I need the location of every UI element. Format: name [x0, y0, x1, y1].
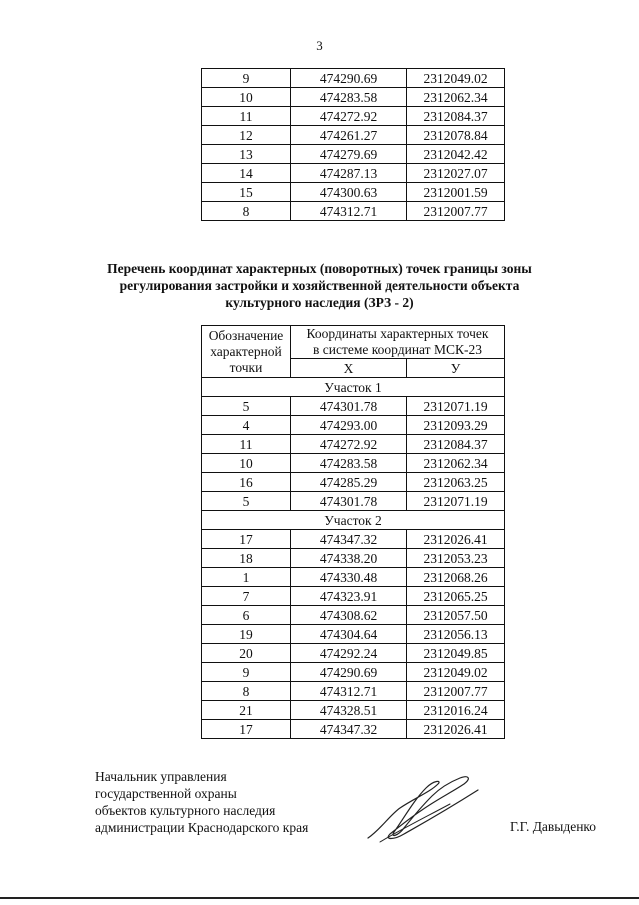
cell-point: 8	[202, 202, 291, 221]
cell-point: 13	[202, 145, 291, 164]
table-row	[202, 663, 505, 682]
cell-x: 474283.58	[291, 454, 407, 473]
cell-point: 9	[202, 69, 291, 88]
cell-y: 2312026.41	[407, 720, 505, 739]
cell-y: 2312084.37	[407, 107, 505, 126]
cell-point: 6	[202, 606, 291, 625]
plot-label: Участок 2	[202, 511, 505, 530]
table-row	[202, 549, 505, 568]
signer-name: Г.Г. Давыденко	[510, 819, 597, 834]
cell-point: 14	[202, 164, 291, 183]
signature-title	[95, 768, 308, 836]
cell-point: 5	[202, 397, 291, 416]
table-row	[202, 606, 505, 625]
table-row	[202, 107, 505, 126]
cell-y: 2312062.34	[407, 88, 505, 107]
cell-point: 17	[202, 530, 291, 549]
page-number: 3	[316, 38, 323, 53]
cell-y: 2312071.19	[407, 397, 505, 416]
table-row	[202, 416, 505, 435]
cell-x: 474312.71	[291, 202, 407, 221]
cell-y: 2312007.77	[407, 682, 505, 701]
table-row	[202, 492, 505, 511]
cell-y: 2312093.29	[407, 416, 505, 435]
cell-y: 2312026.41	[407, 530, 505, 549]
cell-y: 2312084.37	[407, 435, 505, 454]
cell-x: 474272.92	[291, 107, 407, 126]
cell-x: 474330.48	[291, 568, 407, 587]
table-row	[202, 454, 505, 473]
coordinates-table-continued	[201, 68, 505, 221]
signature-line: Начальник управления	[95, 769, 227, 784]
cell-x: 474261.27	[291, 126, 407, 145]
table-row	[202, 183, 505, 202]
coordinates-table-zrz-2	[201, 325, 505, 739]
cell-y: 2312027.07	[407, 164, 505, 183]
cell-y: 2312071.19	[407, 492, 505, 511]
cell-point: 19	[202, 625, 291, 644]
cell-x: 474290.69	[291, 69, 407, 88]
table-row	[202, 164, 505, 183]
cell-y: 2312056.13	[407, 625, 505, 644]
signature-line: объектов культурного наследия	[95, 803, 276, 818]
section-title-line: регулирования застройки и хозяйственной деятельности объекта	[119, 278, 520, 293]
plot-label: Участок 1	[202, 378, 505, 397]
cell-point: 18	[202, 549, 291, 568]
cell-y: 2312062.34	[407, 454, 505, 473]
table-row	[202, 587, 505, 606]
table-row	[202, 701, 505, 720]
cell-point: 5	[202, 492, 291, 511]
section-title	[60, 260, 579, 311]
page-bottom-rule	[0, 897, 639, 899]
cell-x: 474308.62	[291, 606, 407, 625]
cell-y: 2312065.25	[407, 587, 505, 606]
header-text: характерной	[210, 343, 282, 359]
cell-x: 474312.71	[291, 682, 407, 701]
cell-x: 474285.29	[291, 473, 407, 492]
cell-x: 474304.64	[291, 625, 407, 644]
cell-x: 474323.91	[291, 587, 407, 606]
cell-x: 474338.20	[291, 549, 407, 568]
cell-x: 474301.78	[291, 397, 407, 416]
cell-point: 1	[202, 568, 291, 587]
header-text: точки	[229, 359, 263, 375]
cell-point: 10	[202, 454, 291, 473]
table-row	[202, 88, 505, 107]
header-text: Обозначение	[208, 327, 284, 343]
cell-y: 2312049.85	[407, 644, 505, 663]
cell-y: 2312049.02	[407, 69, 505, 88]
cell-point: 21	[202, 701, 291, 720]
cell-y: 2312068.26	[407, 568, 505, 587]
cell-point: 11	[202, 435, 291, 454]
table-row	[202, 625, 505, 644]
table-row	[202, 126, 505, 145]
cell-point: 9	[202, 663, 291, 682]
header-y: У	[407, 359, 505, 378]
header-text: в системе координат МСК-23	[313, 342, 482, 357]
cell-x: 474279.69	[291, 145, 407, 164]
cell-y: 2312078.84	[407, 126, 505, 145]
signature-line: государственной охраны	[95, 786, 237, 801]
table-row	[202, 682, 505, 701]
cell-point: 8	[202, 682, 291, 701]
header-coordinates	[291, 326, 505, 359]
cell-x: 474300.63	[291, 183, 407, 202]
cell-point: 7	[202, 587, 291, 606]
cell-point: 15	[202, 183, 291, 202]
cell-point: 11	[202, 107, 291, 126]
section-title-line: культурного наследия (ЗРЗ - 2)	[225, 295, 414, 310]
cell-point: 12	[202, 126, 291, 145]
table-row	[202, 435, 505, 454]
table-row	[202, 473, 505, 492]
cell-x: 474290.69	[291, 663, 407, 682]
cell-y: 2312049.02	[407, 663, 505, 682]
cell-point: 20	[202, 644, 291, 663]
handwritten-signature	[360, 770, 490, 850]
cell-point: 10	[202, 88, 291, 107]
cell-point: 17	[202, 720, 291, 739]
header-x: X	[291, 359, 407, 378]
cell-point: 16	[202, 473, 291, 492]
cell-x: 474292.24	[291, 644, 407, 663]
cell-y: 2312053.23	[407, 549, 505, 568]
cell-x: 474347.32	[291, 530, 407, 549]
table-row	[202, 530, 505, 549]
cell-x: 474347.32	[291, 720, 407, 739]
cell-point: 4	[202, 416, 291, 435]
cell-x: 474283.58	[291, 88, 407, 107]
cell-y: 2312016.24	[407, 701, 505, 720]
table-row	[202, 568, 505, 587]
cell-y: 2312057.50	[407, 606, 505, 625]
cell-x: 474293.00	[291, 416, 407, 435]
table-row	[202, 644, 505, 663]
cell-x: 474272.92	[291, 435, 407, 454]
table-row	[202, 397, 505, 416]
table-row	[202, 145, 505, 164]
header-point-designation	[202, 326, 291, 378]
table-row	[202, 69, 505, 88]
cell-x: 474287.13	[291, 164, 407, 183]
table-row	[202, 202, 505, 221]
cell-x: 474301.78	[291, 492, 407, 511]
section-title-line: Перечень координат характерных (поворотных) точек границы зоны	[107, 261, 532, 276]
cell-y: 2312007.77	[407, 202, 505, 221]
cell-x: 474328.51	[291, 701, 407, 720]
header-text: Координаты характерных точек	[306, 326, 489, 341]
cell-y: 2312042.42	[407, 145, 505, 164]
signature-line: администрации Краснодарского края	[95, 820, 309, 835]
cell-y: 2312063.25	[407, 473, 505, 492]
cell-y: 2312001.59	[407, 183, 505, 202]
table-row	[202, 720, 505, 739]
